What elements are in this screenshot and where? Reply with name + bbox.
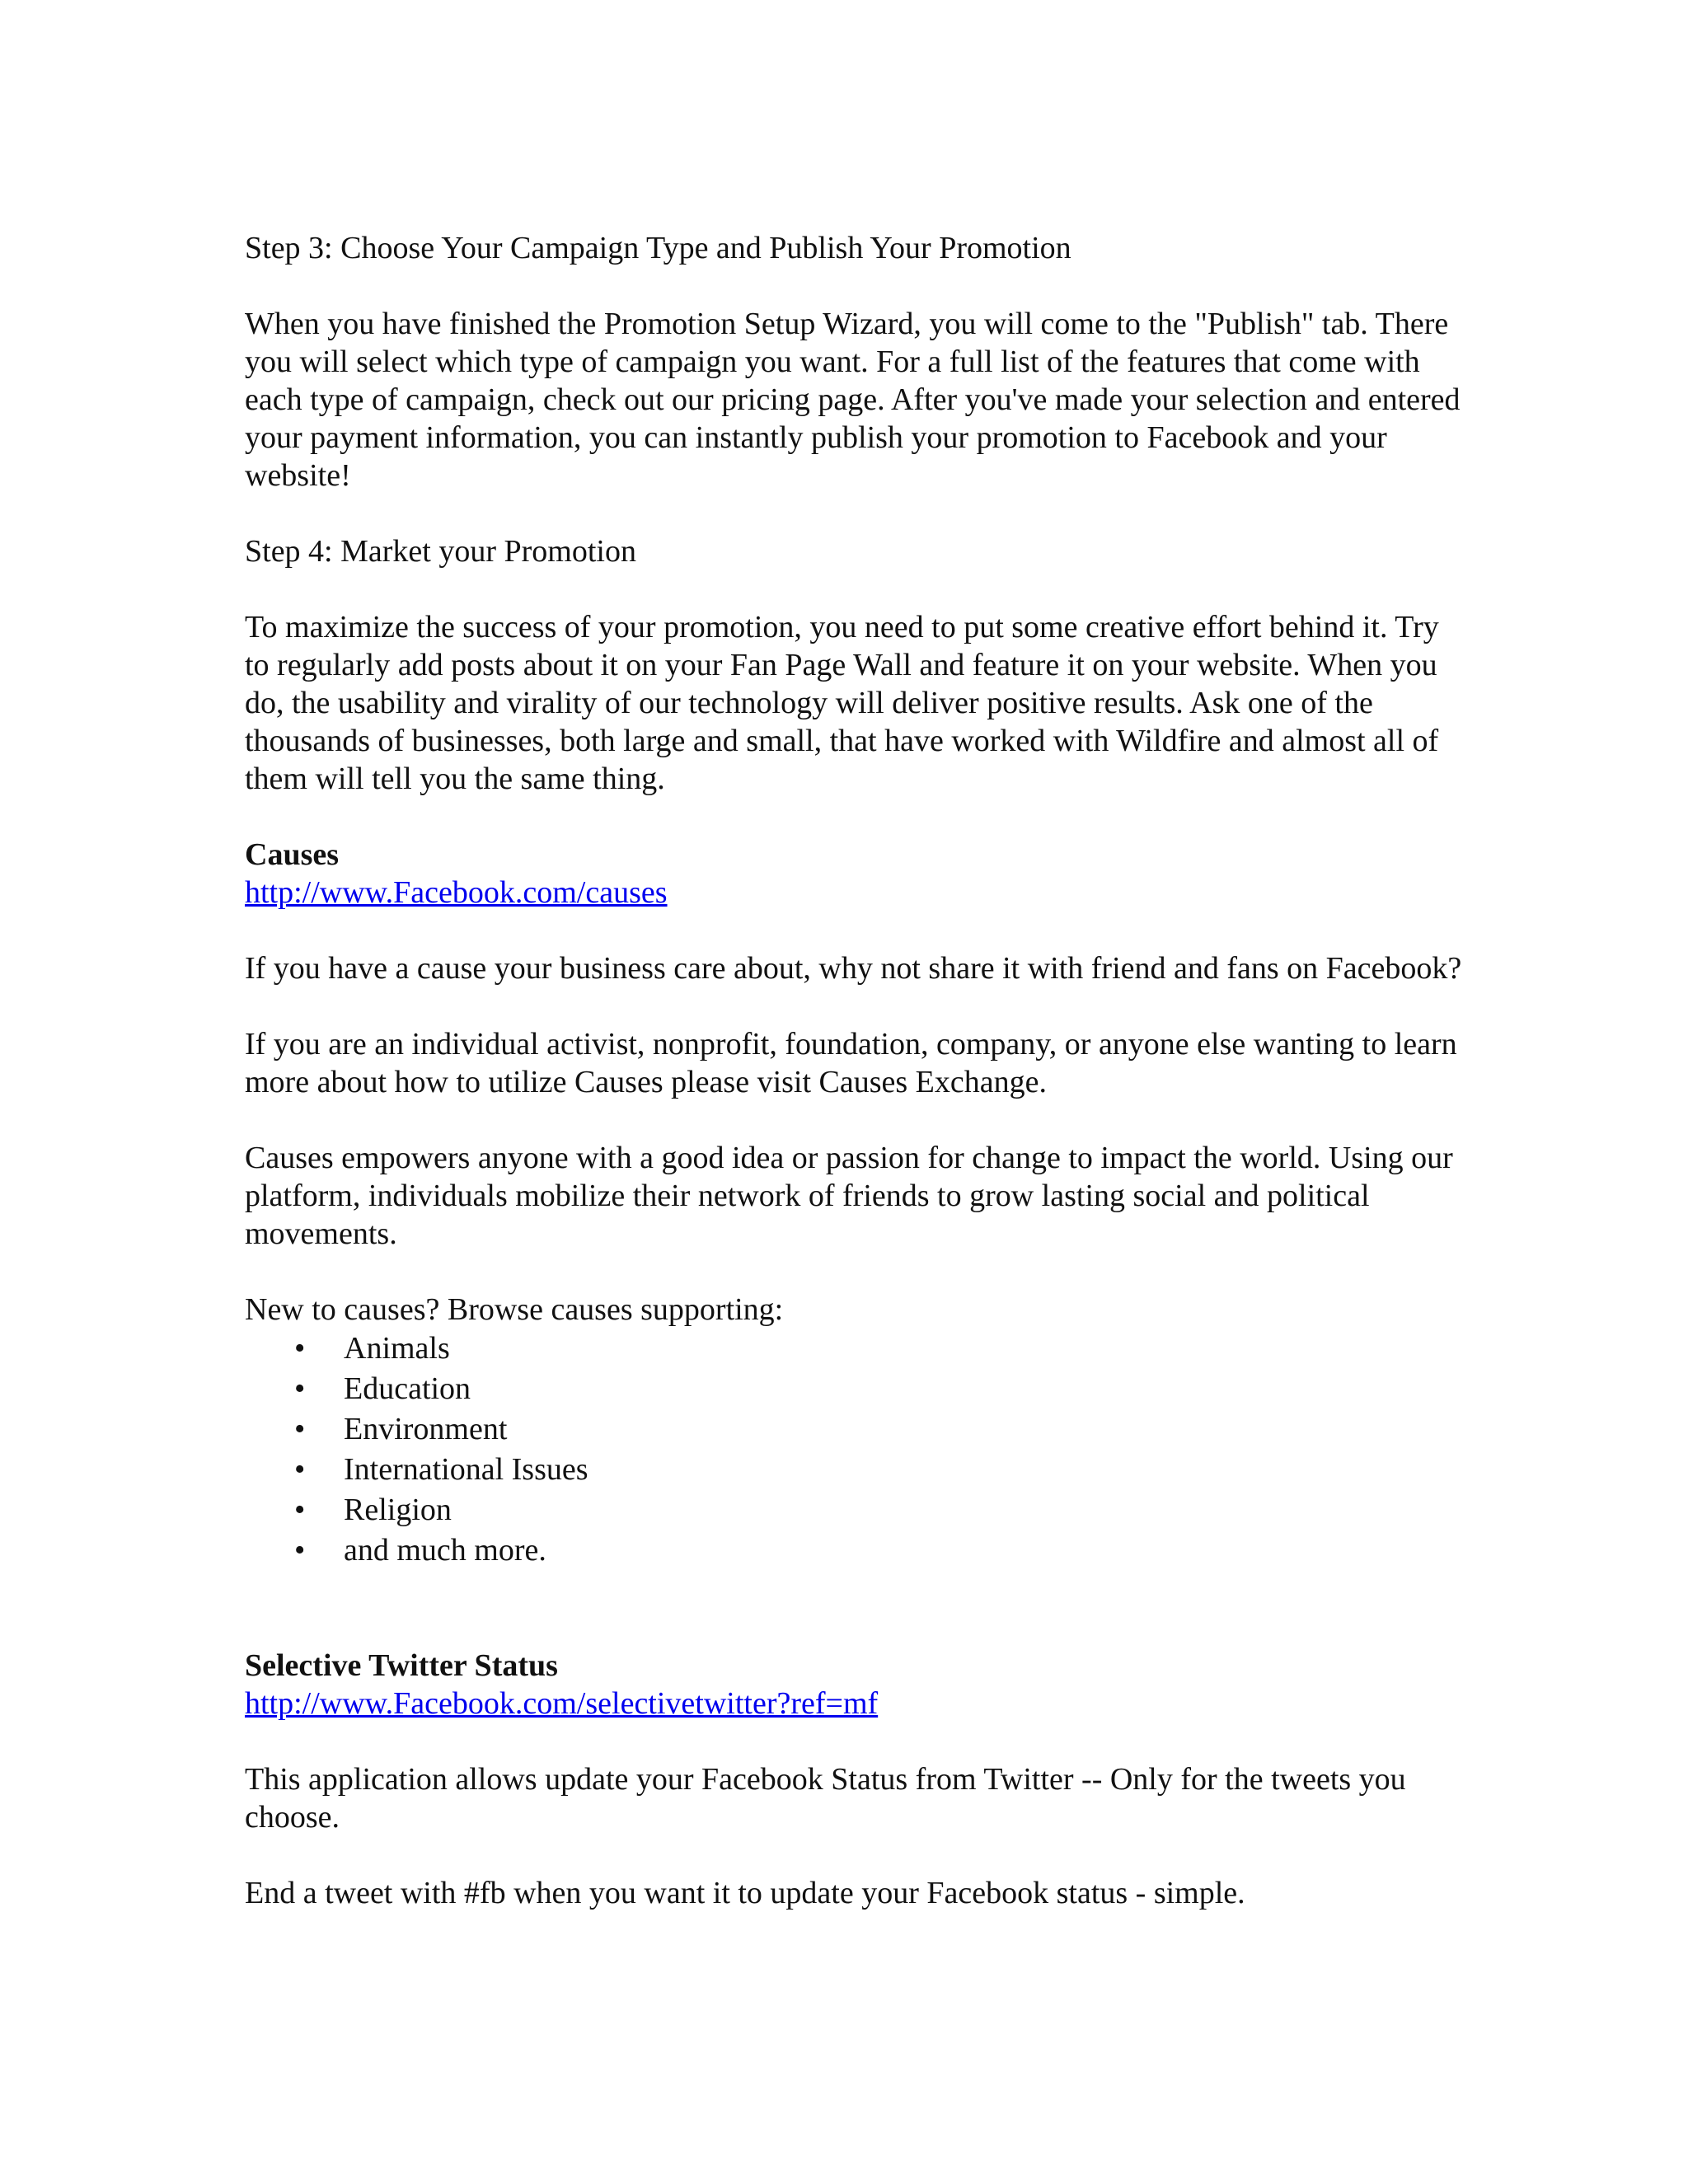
- list-item: • International Issues: [294, 1450, 1465, 1490]
- bullet-icon: •: [294, 1331, 306, 1366]
- twitter-paragraph-2: End a tweet with #fb when you want it to update your Facebook status - simple.: [245, 1876, 1245, 1910]
- step4-body: To maximize the success of your promotion, you need to put some creative effort behind it. Try to regularly add posts about it on your Fan Page Wall and feature it on your website. When you do, the usability and virality of our technology will deliver positive results. Ask one of the thousands of businesses, both large and small, that have worked with Wildfire and almost all of them will tell you the same thing.: [245, 610, 1439, 796]
- causes-browse-intro: New to causes? Browse causes supporting:: [245, 1292, 784, 1327]
- list-item: • Religion: [294, 1490, 1465, 1530]
- list-item: • and much more.: [294, 1530, 1465, 1571]
- bullet-icon: •: [294, 1452, 306, 1487]
- twitter-link[interactable]: http://www.Facebook.com/selectivetwitter?ref=mf: [245, 1686, 879, 1721]
- causes-paragraph-2: If you are an individual activist, nonprofit, foundation, company, or anyone else wanting to learn more about how to utilize Causes please visit Causes Exchange.: [245, 1027, 1457, 1099]
- twitter-paragraph-1: This application allows update your Facebook Status from Twitter -- Only for the tweets you choose.: [245, 1762, 1406, 1835]
- causes-paragraph-1: If you have a cause your business care about, why not share it with friend and fans on Facebook?: [245, 951, 1462, 986]
- bullet-icon: •: [294, 1533, 306, 1568]
- document-page: [245, 229, 1465, 1950]
- step3-body: When you have finished the Promotion Setup Wizard, you will come to the "Publish" tab. There you will select which type of campaign you want. For a full list of the features that come with each type of campaign, check out our pricing page. After you've made your selection and entered your payment information, you can instantly publish your promotion to Facebook and your website!: [245, 307, 1461, 493]
- list-item: • Environment: [294, 1409, 1465, 1450]
- bullet-icon: •: [294, 1412, 306, 1446]
- causes-heading: Causes: [245, 837, 340, 872]
- bullet-icon: •: [294, 1371, 306, 1406]
- twitter-heading: Selective Twitter Status: [245, 1648, 558, 1683]
- step3-title: Step 3: Choose Your Campaign Type and Publish Your Promotion: [245, 231, 1071, 265]
- bullet-icon: •: [294, 1493, 306, 1527]
- list-item: • Education: [294, 1369, 1465, 1409]
- causes-paragraph-3: Causes empowers anyone with a good idea or passion for change to impact the world. Using our platform, individuals mobilize their network of friends to grow lasting social and political movements.: [245, 1141, 1453, 1251]
- section-spacer: [245, 1571, 1465, 1647]
- list-item: • Animals: [294, 1329, 1465, 1369]
- causes-link[interactable]: http://www.Facebook.com/causes: [245, 875, 668, 910]
- causes-category-list: [245, 1329, 1465, 1571]
- step4-title: Step 4: Market your Promotion: [245, 534, 636, 569]
- causes-section: [245, 836, 1465, 1571]
- twitter-section: [245, 1647, 1465, 1912]
